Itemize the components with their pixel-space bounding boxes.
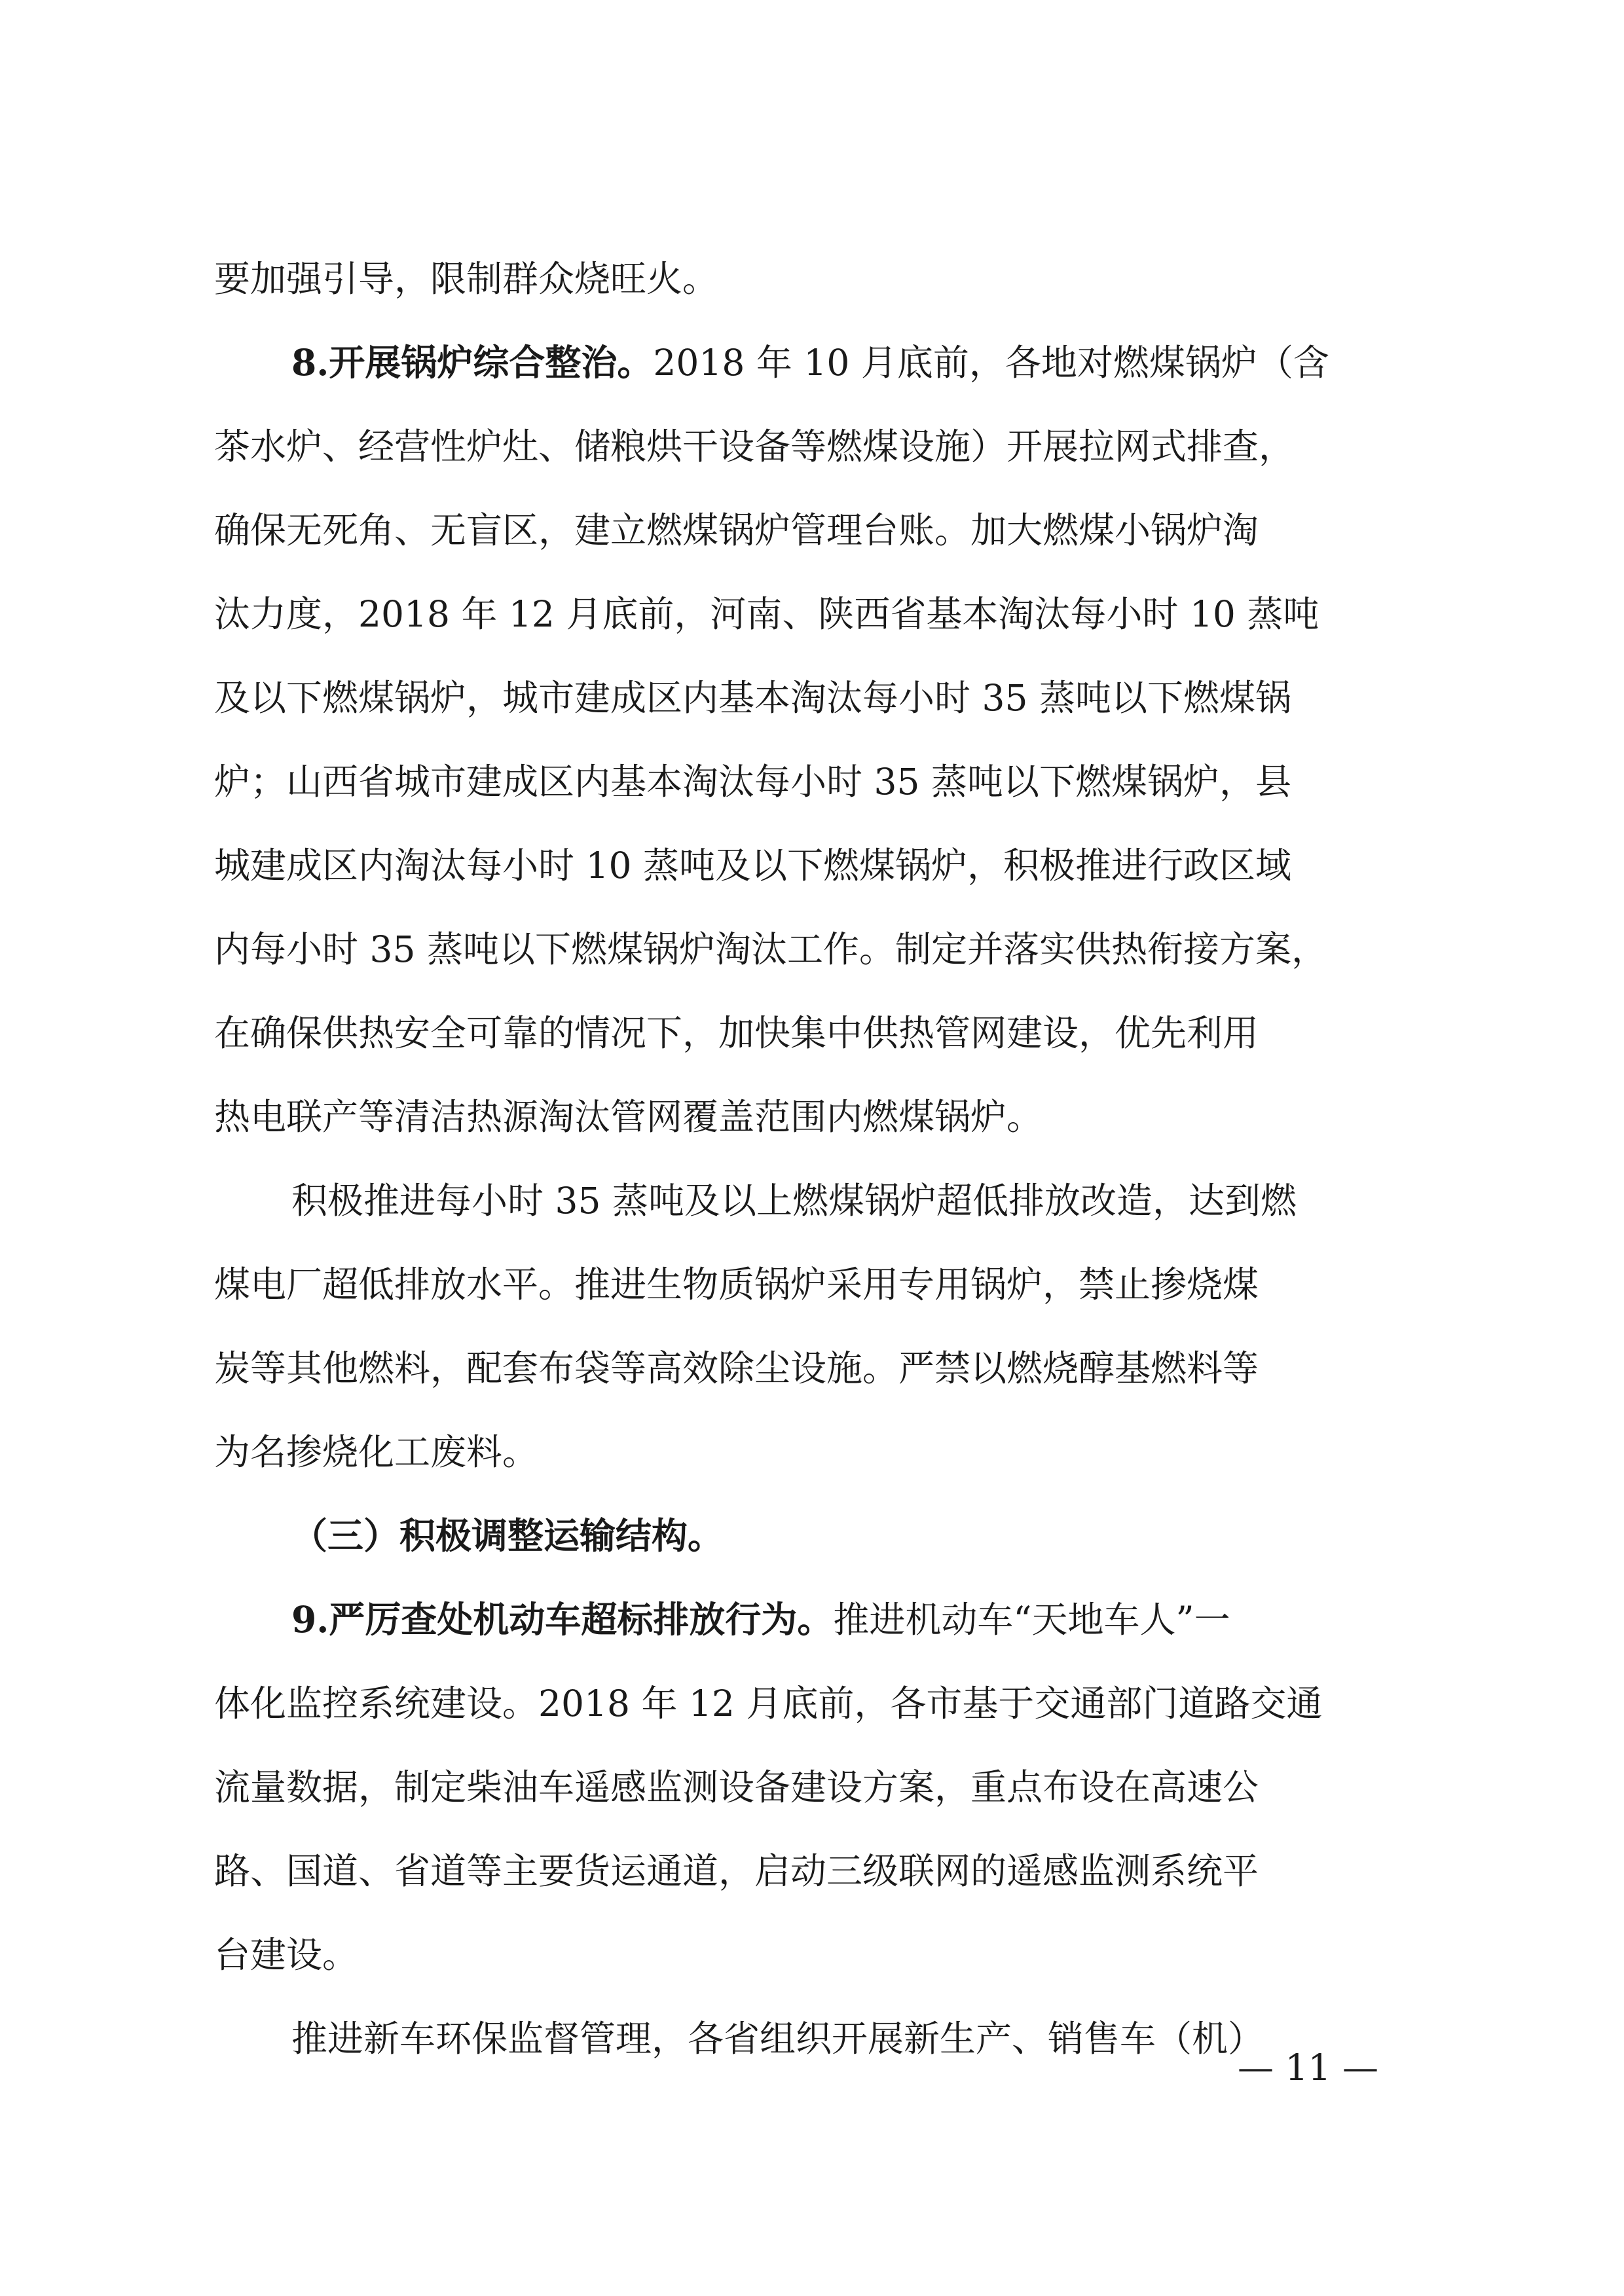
body-line: 及以下燃煤锅炉，城市建成区内基本淘汰每小时 35 蒸吨以下燃煤锅 — [214, 677, 1291, 719]
body-line: 为名掺烧化工废料。 — [214, 1431, 539, 1473]
body-line: 煤电厂超低排放水平。推进生物质锅炉采用专用锅炉，禁止掺烧煤 — [214, 1264, 1259, 1305]
paragraph-first-line — [214, 321, 1416, 405]
body-line: 在确保供热安全可靠的情况下，加快集中供热管网建设，优先利用 — [214, 1012, 1259, 1054]
document-body — [214, 237, 1416, 2081]
clause-heading: 8.开展锅炉综合整治。 — [291, 341, 654, 384]
body-line: 确保无死角、无盲区，建立燃煤锅炉管理台账。加大燃煤小锅炉淘 — [214, 509, 1259, 551]
body-line: 台建设。 — [214, 1934, 359, 1976]
section-heading: （三）积极调整运输结构。 — [291, 1515, 724, 1557]
paragraph-first-line: 积极推进每小时 35 蒸吨及以上燃煤锅炉超低排放改造，达到燃 — [291, 1180, 1297, 1222]
page-number: — 11 — — [1238, 2047, 1378, 2088]
body-line: 炉；山西省城市建成区内基本淘汰每小时 35 蒸吨以下燃煤锅炉，县 — [214, 761, 1291, 803]
paragraph-first-line: 推进新车环保监督管理，各省组织开展新生产、销售车（机） — [291, 2018, 1264, 2060]
body-line: 流量数据，制定柴油车遥感监测设备建设方案，重点布设在高速公 — [214, 1766, 1259, 1808]
body-line: 城建成区内淘汰每小时 10 蒸吨及以下燃煤锅炉，积极推进行政区域 — [214, 845, 1291, 886]
body-line: 体化监控系统建设。2018 年 12 月底前，各市基于交通部门道路交通 — [214, 1683, 1323, 1724]
body-line: 要加强引导，限制群众烧旺火。 — [214, 258, 719, 300]
body-line: 炭等其他燃料，配套布袋等高效除尘设施。严禁以燃烧醇基燃料等 — [214, 1347, 1259, 1389]
clause-text: 推进机动车“天地车人”一 — [833, 1599, 1230, 1641]
body-line: 热电联产等清洁热源淘汰管网覆盖范围内燃煤锅炉。 — [214, 1096, 1043, 1138]
clause-text: 2018 年 10 月底前，各地对燃煤锅炉（含 — [653, 342, 1329, 384]
paragraph-first-line — [214, 1578, 1416, 1662]
body-line: 路、国道、省道等主要货运通道，启动三级联网的遥感监测系统平 — [214, 1850, 1259, 1892]
body-line: 汰力度，2018 年 12 月底前，河南、陕西省基本淘汰每小时 10 蒸吨 — [214, 593, 1320, 635]
body-line: 内每小时 35 蒸吨以下燃煤锅炉淘汰工作。制定并落实供热衔接方案， — [214, 928, 1327, 970]
body-line: 茶水炉、经营性炉灶、储粮烘干设备等燃煤设施）开展拉网式排查， — [214, 426, 1295, 467]
clause-heading: 9.严厉查处机动车超标排放行为。 — [291, 1598, 834, 1641]
